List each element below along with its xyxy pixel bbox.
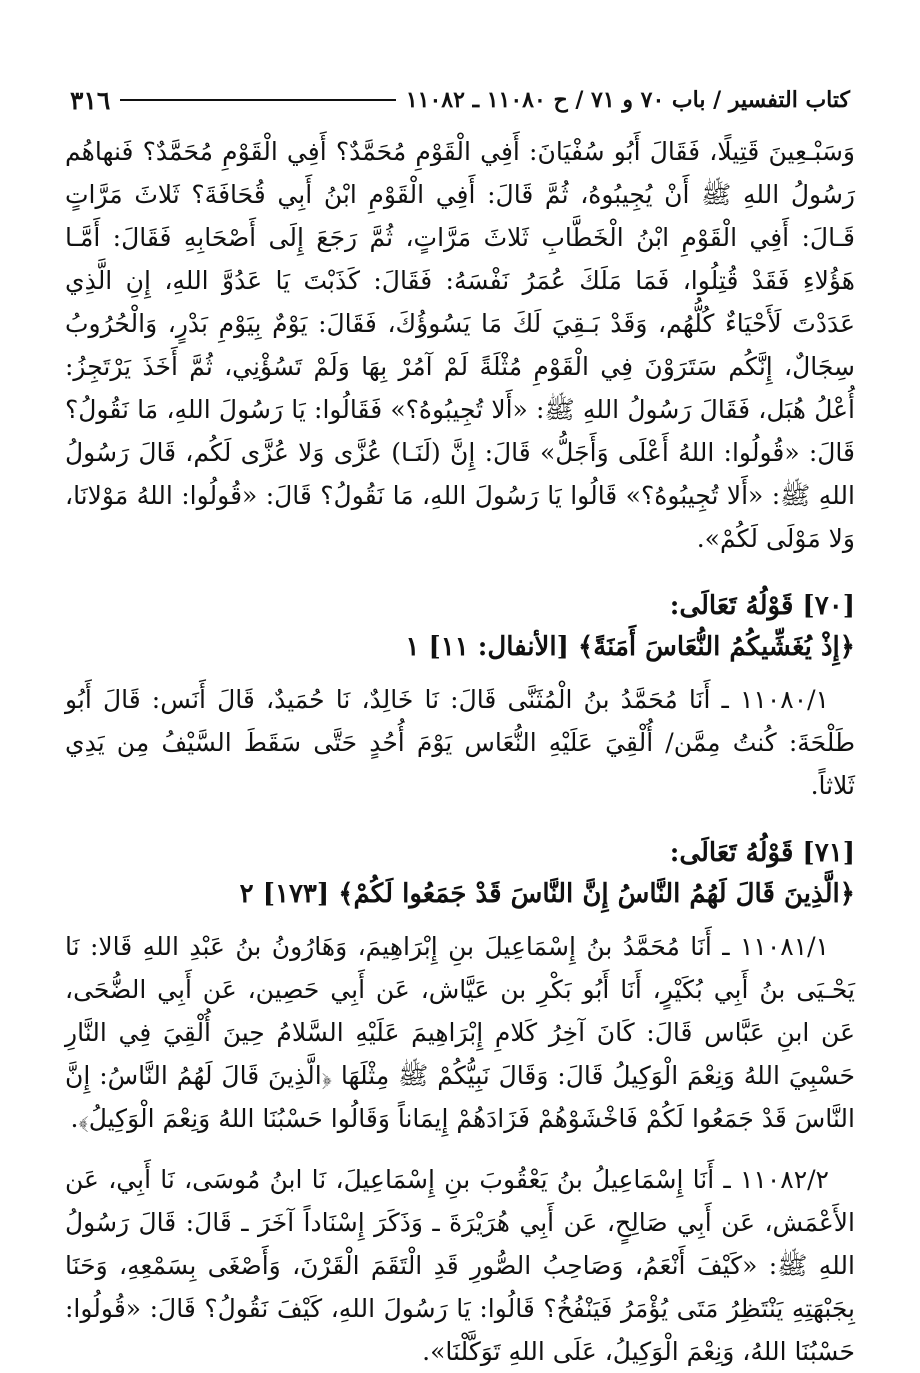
- section-heading-71: [65, 833, 855, 915]
- page-body: [65, 130, 855, 1373]
- quran-verse: ﴿الَّذِينَ قَالَ لَهُمُ النَّاسُ إِنَّ النَّاسَ قَدْ جَمَعُوا لَكُمْ﴾ [١٧٣] ٢: [239, 879, 855, 909]
- section-title: [٧١] قَوْلُهُ تَعَالَى:: [669, 838, 855, 868]
- page-number: ٣١٦: [70, 85, 111, 115]
- section-title: [٧٠] قَوْلُهُ تَعَالَى:: [669, 591, 855, 621]
- continuation-paragraph: وَسَبْـعِينَ قَتِيلًا، فَقَالَ أَبُو سُفْيَانَ: أَفِي الْقَوْمِ مُحَمَّدٌ؟ أَفِي الْقَوْمِ مُحَمَّدٌ؟ فَنهاهُم رَسُولُ اللهِ ﷺ أَنْ يُجِيبُوهُ، ثُمَّ قَالَ: أَفِي الْقَوْمِ ابْنُ أَبِي قُحَافَةَ؟ ثَلاثَ مَرَّاتٍ قَـالَ: أَفِي الْقَوْمِ ابْنُ الْخَطَّابِ ثَلاثَ مَرَّاتٍ، ثُمَّ رَجَعَ إِلَى أَصْحَابِهِ فَقَالَ: أَمَّـا هَؤُلاءِ فَقَدْ قُتِلُوا، فَمَا مَلَكَ عُمَرُ نَفْسَهُ: فَقَالَ: كَذَبْتَ يَا عَدُوَّ اللهِ، إِنِ الَّذِي عَدَدْتَ لَأَحْيَاءٌ كُلُّهُم، وَقَدْ بَـقِيَ لَكَ مَا يَسُوؤُكَ، فَقَالَ: يَوْمٌ بِيَوْمِ بَدْرٍ، وَالْحُرُوبُ سِجَالٌ، إِنَّكُم سَتَرَوْنَ فِي الْقَوْمِ مُثْلَةً لَمْ آمُرْ بِهَا وَلَمْ تَسُؤْنِي، ثُمَّ أَخَذَ يَرْتَجِزُ: أُعْلُ هُبَل، فَقَالَ رَسُولُ اللهِ ﷺ: «أَلا تُجِيبُوهُ؟» فَقَالُوا: يَا رَسُولَ اللهِ، مَا نَقُولُ؟ قَالَ: «قُولُوا: اللهُ أَعْلَى وَأَجَلُّ» قَالَ: إِنَّ (لَنَـا) عُزَّى وَلا عُزَّى لَكُم، قَالَ رَسُولُ اللهِ ﷺ: «أَلا تُجِيبُوهُ؟» قَالُوا يَا رَسُولَ اللهِ، مَا نَقُولُ؟ قَالَ: «قُولُوا: اللهُ مَوْلانَا، وَلا مَوْلَى لَكُمْ».: [65, 137, 855, 553]
- header-rule: [120, 99, 396, 101]
- hadith-11081: ١١٠٨١/١ ـ أَنَا مُحَمَّدُ بنُ إِسْمَاعِيلَ بنِ إِبْرَاهِيمَ، وَهَارُونُ بنُ عَبْدِ اللهِ قَالا: نَا يَحْـيَى بنُ أَبِي بُكَيْرٍ، أَنَا أَبُو بَكْرِ بن عَيَّاش، عَن أَبِي حَصِين، عَن أَبِي الضُّحَى، عَن ابنِ عَبَّاس قَالَ: كَانَ آخِرُ كَلامِ إِبْرَاهِيمَ عَلَيْهِ السَّلامُ حِينَ أُلْقِيَ فِي النَّارِ حَسْبِيَ اللهُ وَنِعْمَ الْوَكِيلُ قَالَ: وَقَالَ نَبِيُّكُمْ ﷺ مِثْلَهَا ﴿الَّذِينَ قَالَ لَهُمُ النَّاسُ: إِنَّ النَّاسَ قَدْ جَمَعُوا لَكُمْ فَاخْشَوْهُمْ فَزَادَهُمْ إِيمَاناً وَقَالُوا حَسْبُنَا اللهُ وَنِعْمَ الْوَكِيلُ﴾.: [65, 932, 855, 1133]
- hadith-11082: ١١٠٨٢/٢ ـ أَنَا إِسْمَاعِيلُ بنُ يَعْقُوبَ بنِ إِسْمَاعِيلَ، نَا ابنُ مُوسَى، نَا أَبِي، عَن الأَعْمَش، عَن أَبِي صَالِحٍ، عَن أَبِي هُرَيْرَةَ ـ وَذَكَرَ إِسْنَاداً آخَرَ ـ قَالَ: قَالَ رَسُولُ اللهِ ﷺ: «كَيْفَ أَنْعَمُ، وَصَاحِبُ الصُّورِ قَدِ الْتَقَمَ الْقَرْنَ، وَأَصْغَى بِسَمْعِهِ، وَحَنَا بِجَبْهَتِهِ يَنْتَظِرُ مَتَى يُؤْمَرُ فَيَنْفُخُ؟ قَالُوا: يَا رَسُولَ اللهِ، كَيْفَ نَقُولُ؟ قَالَ: «قُولُوا: حَسْبُنَا اللهُ، وَنِعْمَ الْوَكِيلُ، عَلَى اللهِ تَوَكَّلْنَا».: [65, 1165, 855, 1366]
- page-header: [70, 80, 850, 120]
- hadith-11080: ١١٠٨٠/١ ـ أَنَا مُحَمَّدُ بنُ الْمُثَنَّى قَالَ: نَا خَالِدٌ، نَا حُمَيدٌ، قَالَ أَنَس: قَالَ أَبُو طَلْحَةَ: كُنتُ مِمَّن/ أُلْقِيَ عَلَيْهِ النُّعَاس يَوْمَ أُحُدٍ حَتَّى سَقَطَ السَّيْفُ مِن يَدِي ثَلاثاً.: [65, 685, 855, 800]
- section-heading-70: [65, 586, 855, 668]
- running-title: كتاب التفسير / باب ٧٠ و ٧١ / ح ١١٠٨٠ ـ ١١٠٨٢: [405, 87, 850, 113]
- quran-verse: ﴿إِذْ يُغَشِّيكُمُ النُّعَاسَ أَمَنَةً﴾ [الأنفال: ١١] ١: [405, 632, 855, 662]
